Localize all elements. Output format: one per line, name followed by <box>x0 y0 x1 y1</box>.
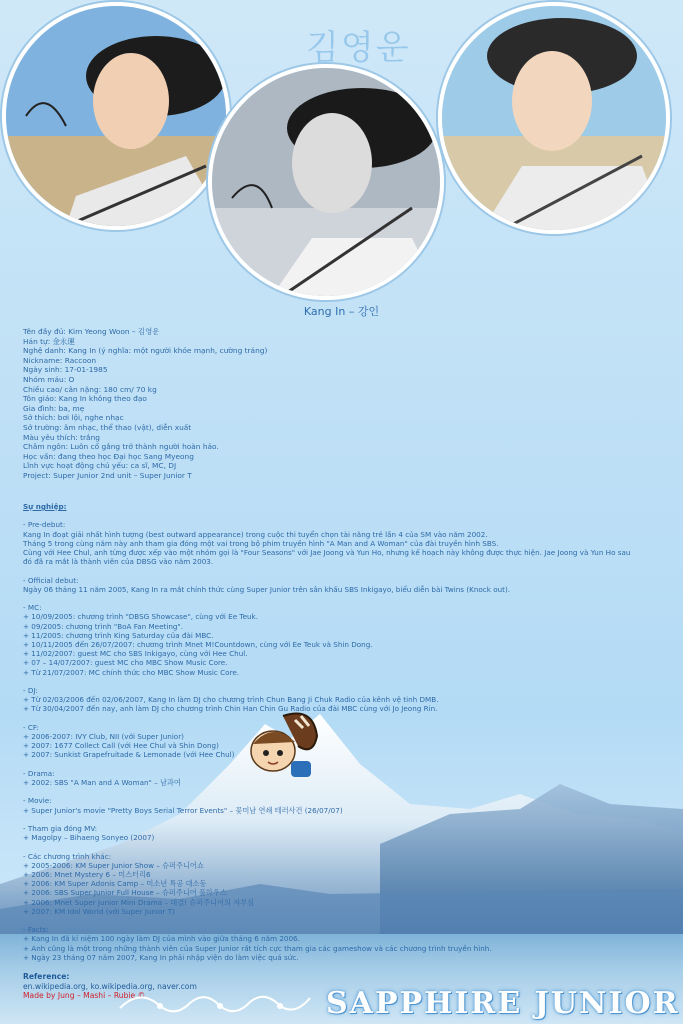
portrait-right <box>438 2 670 234</box>
career-line: + 2006: Mnet Mystery 6 – 미스터리6 <box>23 869 151 879</box>
profile-row: Nghệ danh: Kang In (ý nghĩa: một người khỏe mạnh, cường tráng) <box>23 346 268 356</box>
career-gap <box>23 714 663 723</box>
career-line: + 10/09/2005: chương trình "DBSG Showcase", cùng với Ee Teuk. <box>23 612 259 622</box>
career-gap <box>23 760 663 769</box>
career-line: - Các chương trình khác: <box>23 851 112 861</box>
career-line: - Drama: <box>23 768 55 778</box>
career-line: Ngày 06 tháng 11 năm 2005, Kang In ra mắt chính thức cùng Super Junior trên sân khấu SBS Inkigayo, biểu diễn bài Twins (Knock out). <box>23 584 511 594</box>
career-line: + 2007: Sunkist Grapefruitade & Lemonade (với Hee Chul) <box>23 750 235 760</box>
credit-text: Made by Jung – Mashi – Rubie © <box>23 991 146 1001</box>
career-line: + 2006: SBS Super Junior Full House – 슈퍼주니어 풀하우스 <box>23 888 227 898</box>
career-line: - CF: <box>23 722 39 732</box>
profile-row: Sở thích: bơi lội, nghe nhạc <box>23 413 124 423</box>
profile-row: Gia đình: ba, mẹ <box>23 403 85 413</box>
career-line: + 2006: KM Super Adonis Camp – 미소년 특공 대소동 <box>23 879 207 889</box>
career-line: + Kang In đã kỉ niệm 100 ngày làm DJ của mình vào giữa tháng 6 năm 2006. <box>23 934 300 944</box>
career-line: + Super Junior's movie "Pretty Boys Serial Terror Events" – 꽃미남 연쇄 테러사건 (26/07/07) <box>23 805 343 815</box>
career-line: - DJ: <box>23 686 38 695</box>
profile-row: Học vấn: đang theo học Đại học Sang Myeong <box>23 451 194 461</box>
profile-row: Màu yêu thích: trắng <box>23 432 100 442</box>
profile-row: Hán tự: 金永運 <box>23 336 75 346</box>
career-line: + Anh cũng là một trong những thành viên của Super Junior rất tích cực tham gia các gameshow và các chương trình truyền hình. <box>23 943 492 953</box>
profile-row: Nhóm máu: O <box>23 374 75 384</box>
korean-name-title: 김영운 <box>306 28 411 68</box>
career-heading: Sự nghiệp: <box>23 502 67 511</box>
career-line: Cùng với Hee Chul, anh từng được xếp vào một nhóm gọi là "Four Seasons" với Jae Joong và Yun Ho, nhưng kế hoạch này không được thực hiện. Jae Joong và Yun Ho sau <box>23 548 631 557</box>
profile-row: Châm ngôn: Luôn cố gắng trở thành người hoàn hảo. <box>23 442 219 452</box>
career-line: + Từ 30/04/2007 đến nay, anh làm DJ cho chương trình Chin Han Chin Gu Radio của đài MBC cùng với Jo Jeong Rin. <box>23 704 438 714</box>
profile-row: Lĩnh vực hoạt động chủ yếu: ca sĩ, MC, DJ <box>23 461 177 471</box>
career-line: + 11/02/2007: guest MC cho SBS Inkigayo, cùng với Hee Chul. <box>23 649 248 659</box>
portrait-center <box>208 64 444 300</box>
career-gap <box>23 842 663 851</box>
career-line: + 2006-2007: IVY Club, NII (với Super Junior) <box>23 732 184 741</box>
career-line: Tháng 5 trong cùng năm này anh tham gia đóng một vai trong bộ phim truyền hình "A Man and A Woman" của đài truyền hình SBS. <box>23 538 499 548</box>
career-line: + Từ 02/03/2006 đến 02/06/2007, Kang In làm DJ cho chương trình Chun Bang Ji Chuk Radio của kênh vệ tinh DMB. <box>23 695 439 705</box>
career-line: - Pre-debut: <box>23 520 66 530</box>
brand-logo-text: SAPPHIRE JUNIOR <box>326 986 680 1021</box>
profile-row: Sở trường: âm nhạc, thể thao (vật), diễn xuất <box>23 422 192 432</box>
profile-section <box>23 327 267 481</box>
career-line: + 2005-2006: KM Super Junior Show – 슈퍼주니어쇼 <box>23 860 204 870</box>
career-line: + 07 – 14/07/2007: guest MC cho MBC Show Music Core. <box>23 658 228 668</box>
reference-title: Reference: <box>23 972 70 981</box>
career-line: + Từ 21/07/2007: MC chính thức cho MBC Show Music Core. <box>23 667 240 677</box>
career-line: + 2006: Mnet Super Junior Mini Drama – 대결! 슈퍼주니어의 자부심 <box>23 897 255 907</box>
decorative-swirl-icon <box>115 988 315 1018</box>
profile-row: Nickname: Raccoon <box>23 355 97 365</box>
career-gap <box>23 787 663 796</box>
reference-sources: en.wikipedia.org, ko.wikipedia.org, naver.com <box>23 981 197 991</box>
portrait-left <box>2 2 230 230</box>
career-line: đó đã ra mắt là thành viên của DBSG vào năm 2003. <box>23 557 214 567</box>
career-line: - Tham gia đóng MV: <box>23 823 98 833</box>
career-gap <box>23 511 663 520</box>
career-line: Kang In đoạt giải nhất hình tượng (best outward appearance) trong cuộc thi tuyển chọn tài năng trẻ lần 4 của SM vào năm 2002. <box>23 529 488 539</box>
career-line: + Magolpy – Bihaeng Sonyeo (2007) <box>23 833 155 843</box>
career-gap <box>23 815 663 824</box>
profile-row: Chiều cao/ cân nặng: 180 cm/ 70 kg <box>23 384 157 394</box>
career-line: + 2007: KM Idol World (với Super Junior T) <box>23 906 175 916</box>
career-line: + 2002: SBS "A Man and A Woman" – 남과여 <box>23 778 181 787</box>
career-line: + Ngày 23 tháng 07 năm 2007, Kang In phải nhập viện do làm việc quá sức. <box>23 952 299 962</box>
career-section <box>23 502 663 962</box>
career-gap <box>23 566 663 575</box>
career-line: + 2007: 1677 Collect Call (với Hee Chul và Shin Dong) <box>23 741 219 751</box>
career-gap <box>23 677 663 686</box>
career-line: - Official debut: <box>23 575 79 585</box>
career-line: + 11/2005: chương trình King Saturday của đài MBC. <box>23 630 214 640</box>
career-line: - Facts: <box>23 925 49 935</box>
career-gap <box>23 916 663 925</box>
profile-row: Tên đầy đủ: Kim Yeong Woon – 김영운 <box>23 327 160 336</box>
career-line: - MC: <box>23 603 42 613</box>
career-gap <box>23 594 663 603</box>
career-line: + 09/2005: chương trình "BoA Fan Meeting". <box>23 621 184 631</box>
career-lines <box>23 511 663 962</box>
profile-row: Project: Super Junior 2nd unit – Super Junior T <box>23 470 192 480</box>
profile-row: Tôn giáo: Kang In không theo đạo <box>23 394 147 404</box>
career-line: - Movie: <box>23 796 52 806</box>
page-subtitle: Kang In – 강인 <box>303 305 380 318</box>
profile-row: Ngày sinh: 17-01-1985 <box>23 365 108 375</box>
career-line: + 10/11/2005 đến 26/07/2007: chương trình Mnet M!Countdown, cùng với Ee Teuk và Shin Dong. <box>23 640 373 649</box>
